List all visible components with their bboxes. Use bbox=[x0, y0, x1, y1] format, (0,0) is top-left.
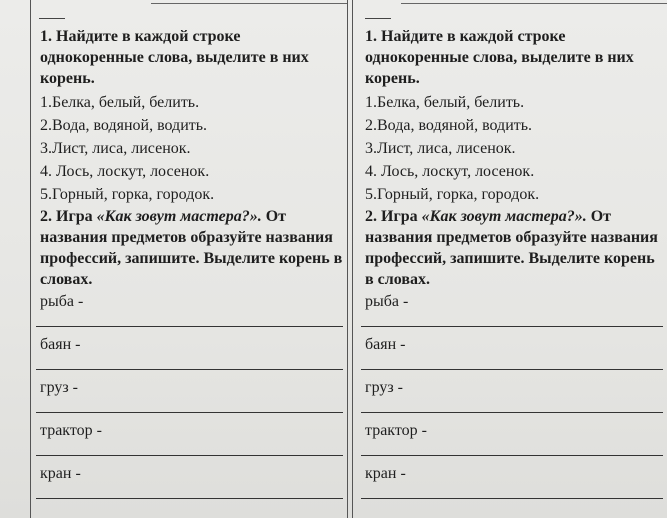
task2-prefix: 2. Игра bbox=[40, 208, 97, 225]
task1-item: 2.Вода, водяной, водить. bbox=[365, 117, 533, 134]
fill-in-list bbox=[40, 291, 343, 506]
fill-row[interactable] bbox=[40, 291, 343, 334]
task2-title bbox=[40, 206, 343, 290]
task1-items bbox=[365, 91, 663, 206]
fill-row[interactable] bbox=[365, 420, 663, 463]
fill-row[interactable] bbox=[40, 377, 343, 420]
task1-item: 4. Лось, лоскут, лосенок. bbox=[40, 163, 210, 180]
task2-title bbox=[365, 206, 663, 290]
fill-row[interactable] bbox=[40, 420, 343, 463]
task1-item: 2.Вода, водяной, водить. bbox=[40, 117, 208, 134]
fill-word: кран - bbox=[365, 465, 406, 482]
fill-word: рыба - bbox=[40, 293, 84, 310]
fill-word: трактор - bbox=[365, 422, 427, 439]
fill-row[interactable] bbox=[365, 334, 663, 377]
answer-line bbox=[361, 412, 663, 413]
fill-word: баян - bbox=[365, 336, 406, 353]
task1-item: 1.Белка, белый, белить. bbox=[365, 94, 525, 111]
fill-row[interactable] bbox=[40, 334, 343, 377]
fill-row[interactable] bbox=[365, 463, 663, 506]
top-rule bbox=[401, 3, 667, 4]
header-mark bbox=[39, 18, 65, 19]
fill-word: рыба - bbox=[365, 293, 409, 310]
answer-line bbox=[36, 498, 343, 499]
task1-item: 5.Горный, горка, городок. bbox=[365, 186, 540, 203]
task1-title: 1. Найдите в каждой строке однокоренные слова, выделите в них корень. bbox=[365, 28, 634, 87]
fill-row[interactable] bbox=[365, 377, 663, 420]
task1-title: 1. Найдите в каждой строке однокоренные слова, выделите в них корень. bbox=[40, 28, 309, 87]
answer-line bbox=[361, 369, 663, 370]
task2-game-name: «Как зовут мастера?». bbox=[421, 208, 587, 225]
task2-game-name: «Как зовут мастера?». bbox=[96, 208, 262, 225]
fill-in-list bbox=[365, 291, 663, 506]
worksheet-column-right bbox=[352, 0, 667, 518]
answer-line bbox=[361, 498, 663, 499]
answer-line bbox=[36, 412, 343, 413]
worksheet-column-left bbox=[30, 0, 348, 518]
top-rule bbox=[151, 3, 348, 4]
fill-word: груз - bbox=[365, 379, 403, 396]
answer-line bbox=[36, 369, 343, 370]
answer-line bbox=[36, 455, 343, 456]
header-mark bbox=[365, 18, 391, 19]
answer-line bbox=[361, 326, 663, 327]
fill-word: груз - bbox=[40, 379, 78, 396]
fill-word: баян - bbox=[40, 336, 81, 353]
fill-row[interactable] bbox=[40, 463, 343, 506]
task2-instruction: От названия предметов образуйте названия профессий, запишите. Выделите корень в словах. bbox=[365, 208, 658, 288]
answer-line bbox=[36, 326, 343, 327]
task1-items bbox=[40, 91, 343, 206]
task2-instruction: От названия предметов образуйте названия профессий, запишите. Выделите корень в словах. bbox=[40, 208, 343, 288]
fill-word: кран - bbox=[40, 465, 81, 482]
task1-item: 3.Лист, лиса, лисенок. bbox=[40, 140, 191, 157]
task1-item: 5.Горный, горка, городок. bbox=[40, 186, 215, 203]
task1-item: 4. Лось, лоскут, лосенок. bbox=[365, 163, 535, 180]
task2-prefix: 2. Игра bbox=[365, 208, 422, 225]
fill-word: трактор - bbox=[40, 422, 102, 439]
task1-item: 1.Белка, белый, белить. bbox=[40, 94, 200, 111]
task1-item: 3.Лист, лиса, лисенок. bbox=[365, 140, 516, 157]
answer-line bbox=[361, 455, 663, 456]
fill-row[interactable] bbox=[365, 291, 663, 334]
